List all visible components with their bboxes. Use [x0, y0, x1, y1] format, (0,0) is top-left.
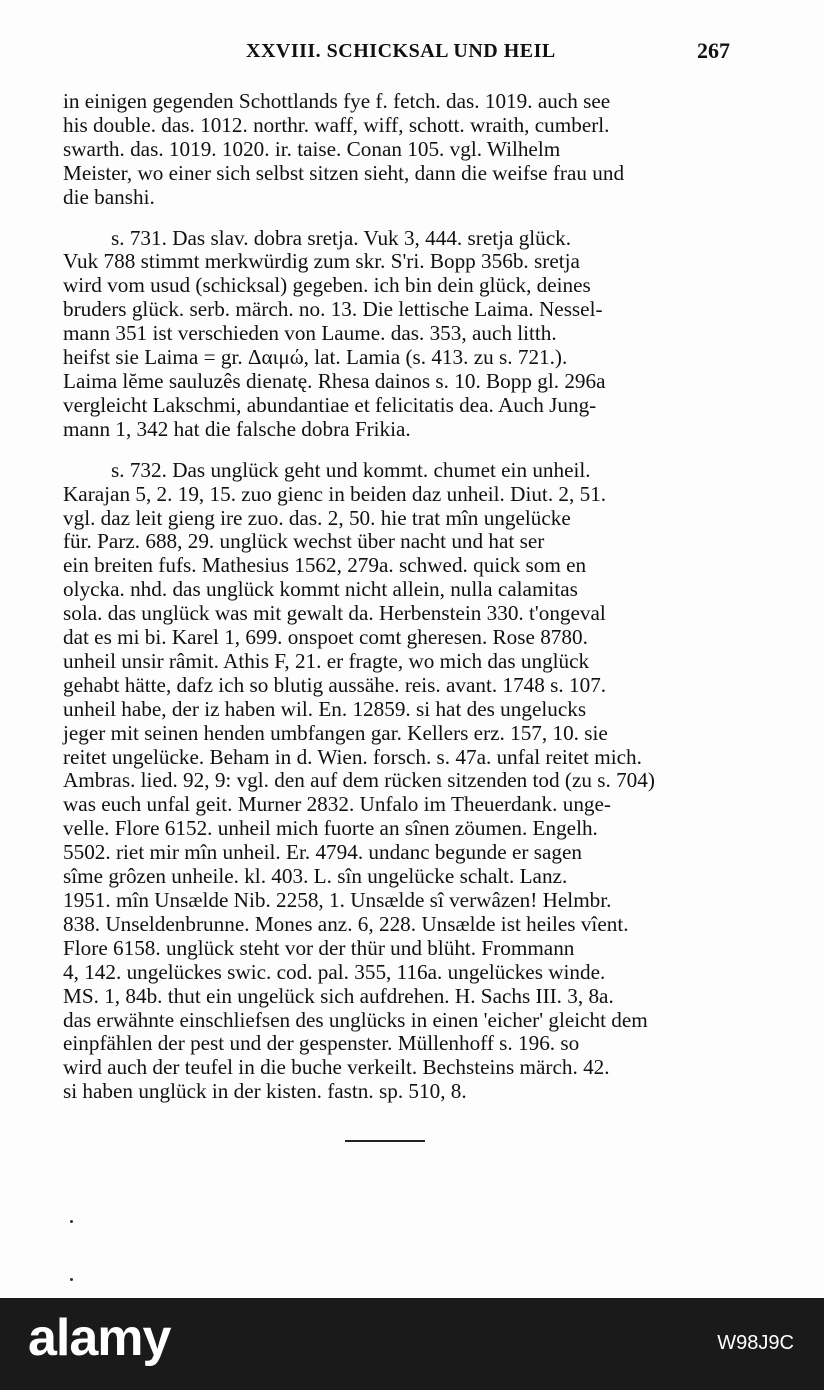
text-line: si haben unglück in der kisten. fastn. sp. 510, 8.	[63, 1079, 467, 1104]
text-line: was euch unfal geit. Murner 2832. Unfalo im Theuerdank. unge-	[63, 792, 611, 817]
paragraph-1	[63, 90, 727, 210]
text-line: Meister, wo einer sich selbst sitzen sieht, dann die weifse frau und	[63, 160, 625, 185]
text-line: Laima lĕme sauluzês dienatę. Rhesa dainos s. 10. Bopp gl. 296a	[63, 368, 606, 393]
text-line: bruders glück. serb. märch. no. 13. Die lettische Laima. Nessel-	[63, 297, 603, 322]
alamy-logo: alamy	[28, 1309, 171, 1367]
text-line: 5502. riet mir mîn unheil. Er. 4794. undanc begunde er sagen	[63, 840, 582, 865]
text-line: mann 1, 342 hat die falsche dobra Frikia.	[63, 416, 411, 441]
page-number: 267	[697, 38, 730, 63]
scan-speck	[70, 1220, 73, 1223]
text-line: das erwähnte einschliefsen des unglücks in einen 'eicher' gleicht dem	[63, 1007, 648, 1032]
text-line: Flore 6158. unglück steht vor der thür und blüht. Frommann	[63, 935, 575, 960]
text-line: wird auch der teufel in die buche verkeilt. Bechsteins märch. 42.	[63, 1055, 610, 1080]
text-line: unheil habe, der iz haben wil. En. 12859. si hat des ungelucks	[63, 696, 587, 721]
text-line: sîme grôzen unheile. kl. 403. L. sîn ungelücke schalt. Lanz.	[63, 864, 568, 889]
text-line: unheil unsir râmit. Athis F, 21. er fragte, wo mich das unglück	[63, 648, 590, 673]
text-line: mann 351 ist verschieden von Laume. das. 353, auch litth.	[63, 321, 557, 346]
text-line: wird vom usud (schicksal) gegeben. ich bin dein glück, deines	[63, 273, 591, 298]
text-line: Ambras. lied. 92, 9: vgl. den auf dem rücken sitzenden tod (zu s. 704)	[63, 768, 655, 793]
text-line: einpfählen der pest und der gespenster. Müllenhoff s. 196. so	[63, 1031, 580, 1056]
image-id: W98J9C	[717, 1332, 794, 1354]
text-line: für. Parz. 688, 29. unglück wechst über nacht und hat ser	[63, 529, 545, 554]
text-line: dat es mi bi. Karel 1, 699. onspoet comt gheresen. Rose 8780.	[63, 625, 588, 650]
text-line: jeger mit seinen henden umbfangen gar. Kellers erz. 157, 10. sie	[63, 720, 608, 745]
text-line: reitet ungelücke. Beham in d. Wien. forsch. s. 47a. unfal reitet mich.	[63, 744, 642, 769]
text-line: 4, 142. ungelückes swic. cod. pal. 355, 116a. ungelückes winde.	[63, 959, 606, 984]
text-line: vergleicht Lakschmi, abundantiae et felicitatis dea. Auch Jung-	[63, 392, 597, 417]
text-line: in einigen gegenden Schottlands fye f. fetch. das. 1019. auch see	[63, 89, 611, 113]
paragraph-2	[63, 227, 727, 442]
text-line: s. 731. Das slav. dobra sretja. Vuk 3, 444. sretja glück.	[111, 225, 572, 250]
body-text	[63, 90, 727, 1121]
text-line: gehabt hätte, dafz ich so blutig aussähe. reis. avant. 1748 s. 107.	[63, 672, 607, 697]
text-line: ein breiten fufs. Mathesius 1562, 279a. schwed. quick som en	[63, 553, 587, 578]
scan-speck	[70, 1278, 73, 1281]
paragraph-3	[63, 459, 727, 1104]
text-line: olycka. nhd. das unglück kommt nicht allein, nulla calamitas	[63, 577, 578, 602]
text-line: heifst sie Laima = gr. Δαιμώ, lat. Lamia (s. 413. zu s. 721.).	[63, 345, 568, 370]
running-head: XXVIII. SCHICKSAL UND HEIL	[246, 40, 556, 62]
text-line: 1951. mîn Unsælde Nib. 2258, 1. Unsælde sî verwâzen! Helmbr.	[63, 888, 612, 912]
text-line: s. 732. Das unglück geht und kommt. chumet ein unheil.	[111, 457, 591, 482]
text-line: Vuk 788 stimmt merkwürdig zum skr. S'ri. Bopp 356b. sretja	[63, 249, 580, 274]
text-line: swarth. das. 1019. 1020. ir. taise. Conan 105. vgl. Wilhelm	[63, 136, 561, 161]
stock-footer-bar	[0, 1298, 824, 1390]
text-line: 838. Unseldenbrunne. Mones anz. 6, 228. Unsælde ist heiles vîent.	[63, 911, 629, 936]
text-line: die banshi.	[63, 184, 155, 209]
text-line: MS. 1, 84b. thut ein ungelück sich aufdrehen. H. Sachs III. 3, 8a.	[63, 983, 614, 1008]
text-line: sola. das unglück was mit gewalt da. Herbenstein 330. t'ongeval	[63, 601, 606, 626]
text-line: Karajan 5, 2. 19, 15. zuo gienc in beiden daz unheil. Diut. 2, 51.	[63, 481, 607, 506]
text-line: velle. Flore 6152. unheil mich fuorte an sînen zöumen. Engelh.	[63, 816, 598, 841]
end-rule	[345, 1140, 425, 1142]
page-header	[0, 40, 824, 70]
text-line: his double. das. 1012. northr. waff, wiff, schott. wraith, cumberl.	[63, 112, 610, 137]
text-line: vgl. daz leit gieng ire zuo. das. 2, 50. hie trat mîn ungelücke	[63, 505, 571, 530]
